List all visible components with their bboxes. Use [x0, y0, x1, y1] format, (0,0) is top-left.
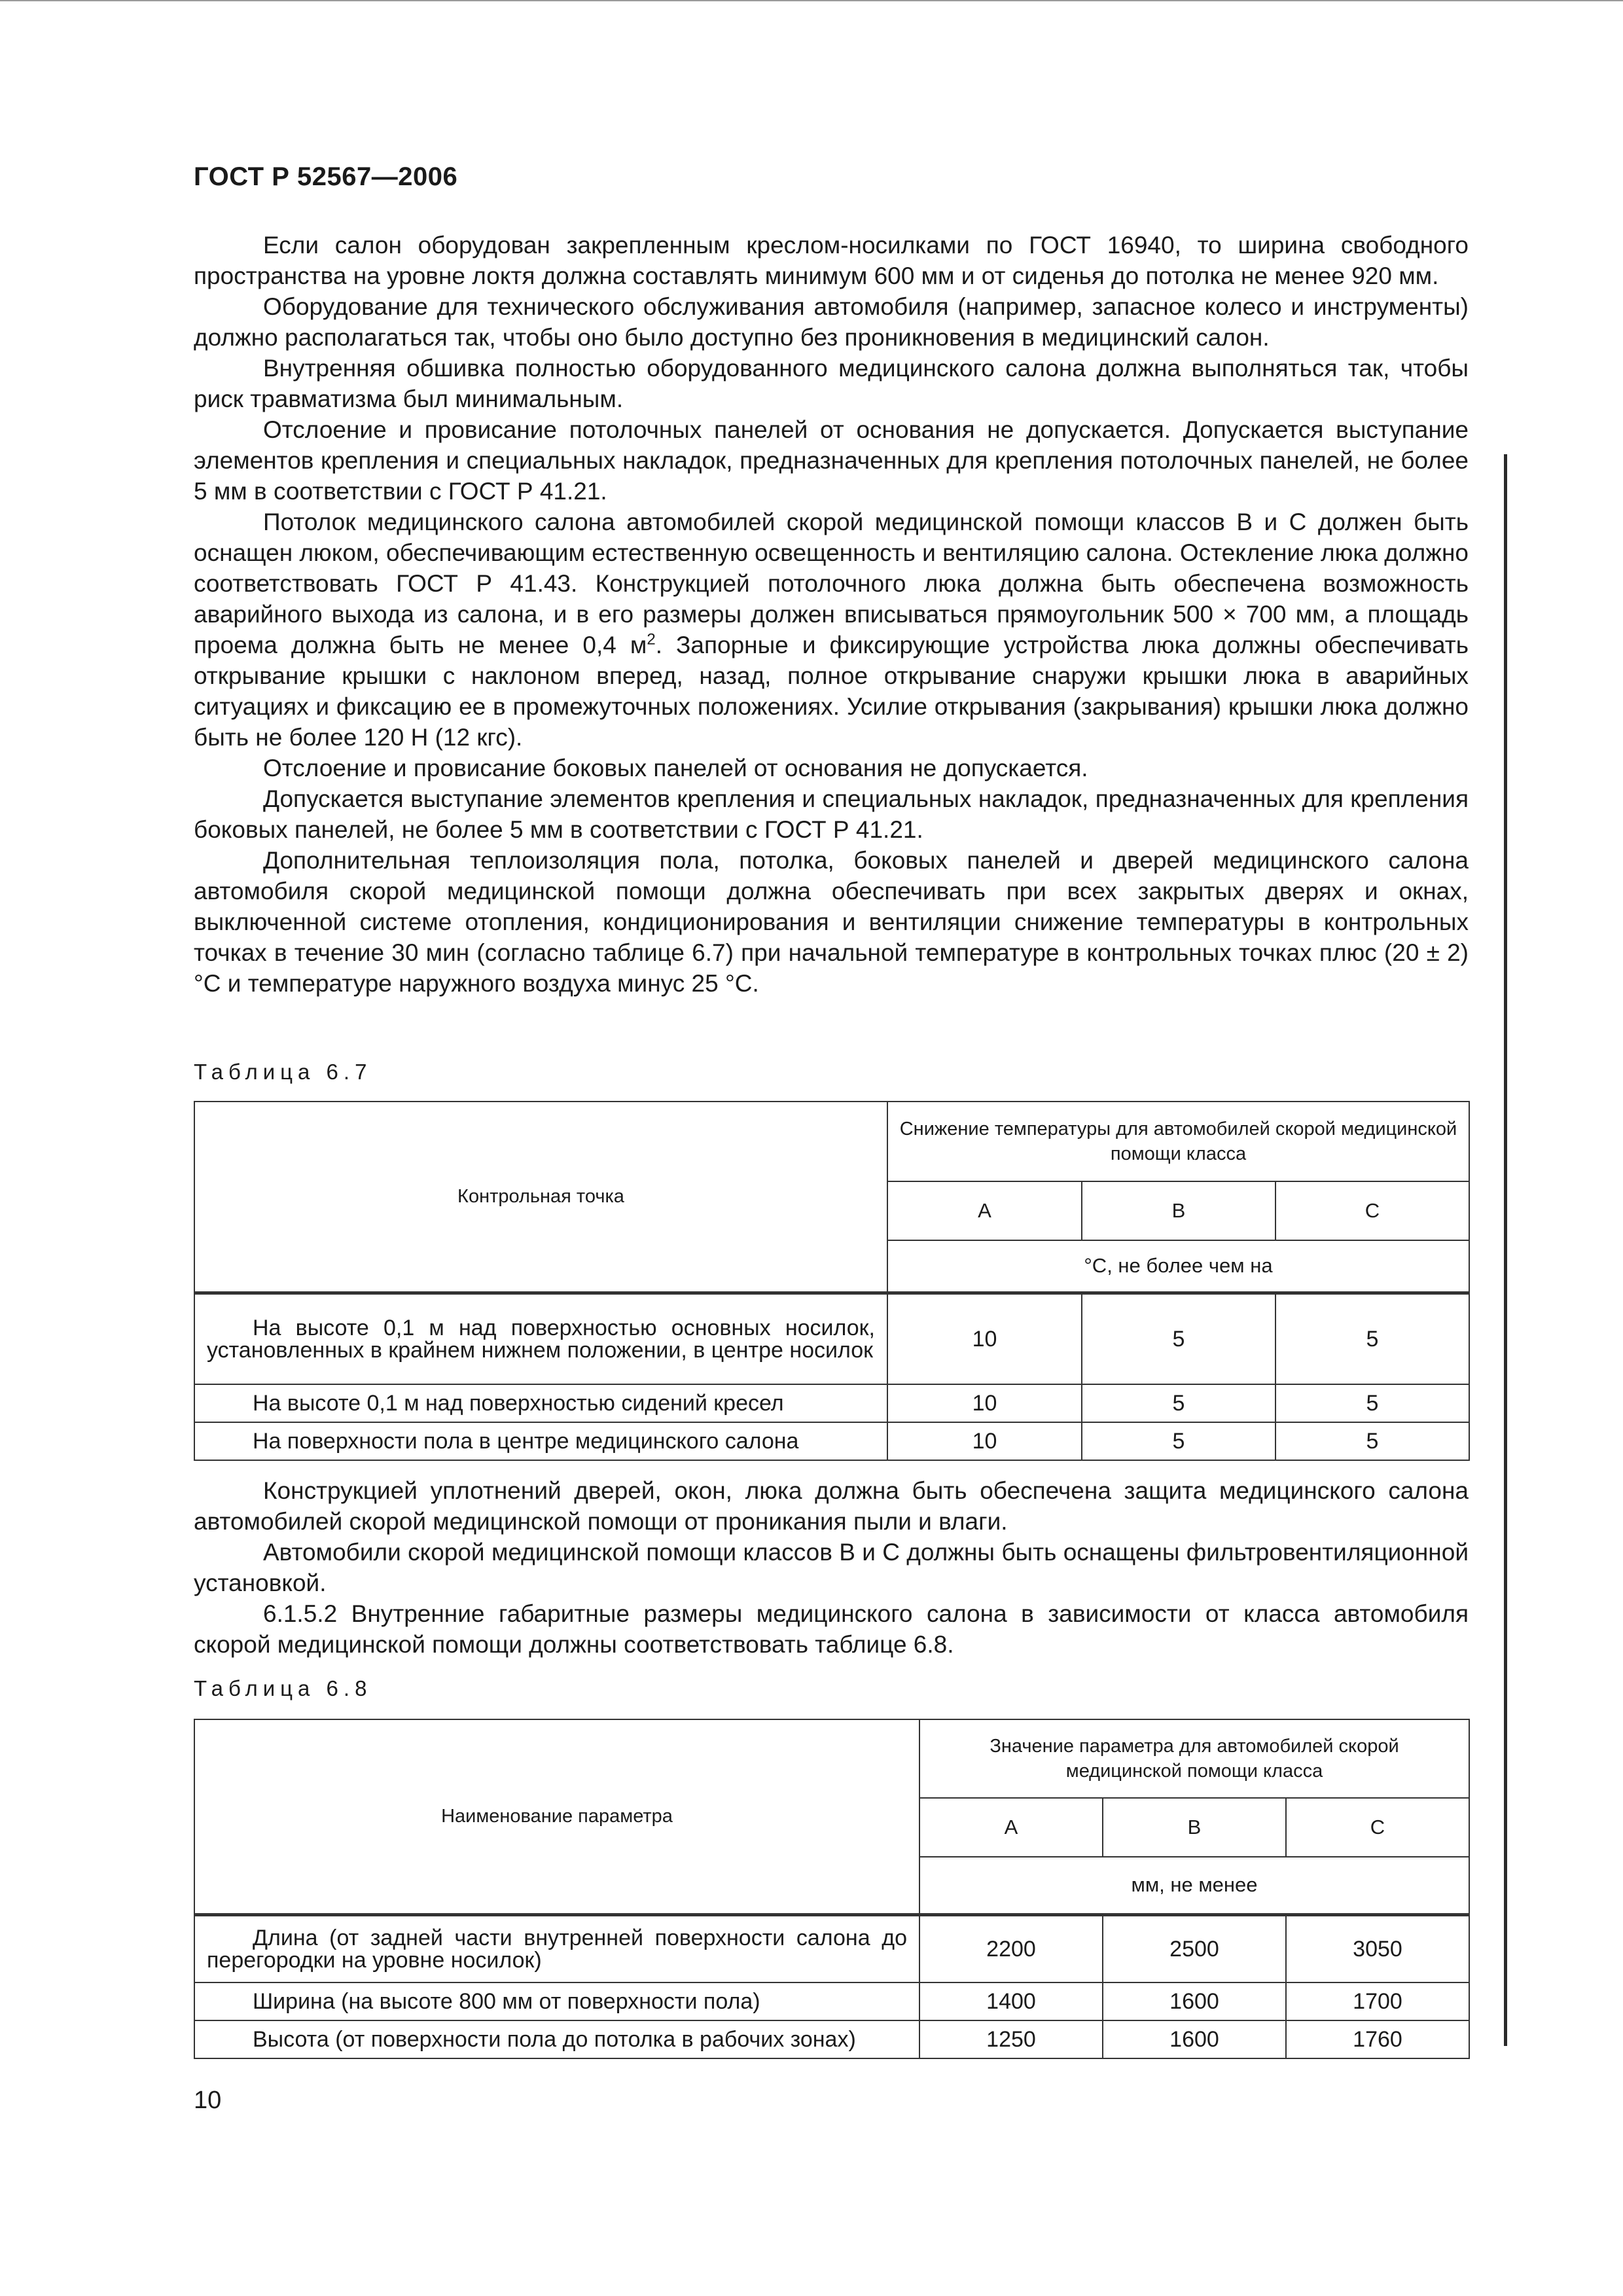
paragraph: Допускается выступание элементов крепления и специальных накладок, предназначенных для крепления боковых панелей, не более 5 мм в соответствии с ГОСТ Р 41.21.: [194, 785, 1469, 843]
revision-bar: [1504, 454, 1507, 2046]
table-caption: Таблица 6.7: [194, 1060, 372, 1084]
value-b: 5: [1082, 1384, 1275, 1422]
body-text-top: [194, 230, 1469, 999]
paragraph: Отслоение и провисание потолочных панелей от основания не допускается. Допускается выступание элементов крепления и специальных накладок, предназначенных для крепления потолочных панелей, не более 5 мм в соответствии с ГОСТ Р 41.21.: [194, 416, 1469, 505]
value-a: 1250: [919, 2020, 1103, 2058]
value-b: 1600: [1103, 2020, 1286, 2058]
value-a: 2200: [919, 1914, 1103, 1982]
paragraph: Дополнительная теплоизоляция пола, потолка, боковых панелей и дверей медицинского салона автомобиля скорой медицинской помощи должна обеспечивать при всех закрытых дверях и окнах, выключенной системе отопления, кондиционирования и вентиляции снижение температуры в контрольных точках в течение 30 мин (согласно таблице 6.7) при начальной температуре в контрольных точках плюс (20 ± 2) °С и температуре наружного воздуха минус 25 °С.: [194, 847, 1469, 997]
column-header: Контрольная точка: [194, 1102, 887, 1293]
unit-header: °С, не более чем на: [887, 1240, 1469, 1293]
value-b: 1600: [1103, 1982, 1286, 2020]
value-c: 5: [1275, 1384, 1469, 1422]
row-name: Длина (от задней части внутренней поверхности салона до перегородки на уровне носилок): [194, 1914, 919, 1982]
paragraph-hatch: [194, 507, 1469, 753]
value-a: 10: [887, 1422, 1082, 1460]
hatch-text-start: Потолок медицинского салона автомобилей скорой медицинской помощи классов В и С должен быть оснащен люком, обеспечивающим естественную освещенность и вентиляцию салона. Остекление люка должно соответствовать ГОСТ Р 41.43. Конструкцией потолочного люка должна быть обеспечена возможность аварийного выхода из салона, и в его размеры должен вписываться прямоугольник 500 × 700 мм, а площадь проема должна быть не менее 0,4 м: [194, 509, 1469, 658]
class-header: В: [1082, 1181, 1275, 1240]
table-caption: Таблица 6.8: [194, 1676, 372, 1700]
value-b: 5: [1082, 1293, 1275, 1384]
document-code: ГОСТ Р 52567—2006: [194, 162, 458, 191]
paragraph: Если салон оборудован закрепленным креслом-носилками по ГОСТ 16940, то ширина свободного пространства на уровне локтя должна составлять минимум 600 мм и от сиденья до потолка не менее 920 мм.: [194, 232, 1469, 289]
table-row: [194, 1293, 1469, 1384]
paragraph: Оборудование для технического обслуживания автомобиля (например, запасное колесо и инструменты) должно располагаться так, чтобы оно было доступно без проникновения в медицинский салон.: [194, 293, 1469, 351]
row-name: Ширина (на высоте 800 мм от поверхности пола): [194, 1982, 919, 2020]
body-text-middle: [194, 1475, 1469, 1660]
top-rule: [0, 0, 1623, 1]
class-header: В: [1103, 1798, 1286, 1857]
value-a: 10: [887, 1384, 1082, 1422]
value-a: 1400: [919, 1982, 1103, 2020]
unit-header: мм, не менее: [919, 1857, 1469, 1914]
class-header: С: [1286, 1798, 1469, 1857]
table-6-8-block: [194, 1676, 1469, 2059]
page-number: 10: [194, 2087, 222, 2114]
group-header: Значение параметра для автомобилей скорой медицинской помощи класса: [919, 1719, 1469, 1798]
paragraph: Внутренняя обшивка полностью оборудованного медицинского салона должна выполняться так, чтобы риск травматизма был минимальным.: [194, 355, 1469, 412]
value-a: 10: [887, 1293, 1082, 1384]
row-name: Высота (от поверхности пола до потолка в рабочих зонах): [194, 2020, 919, 2058]
row-name: На высоте 0,1 м над поверхностью основных носилок, установленных в крайнем нижнем положении, в центре носилок: [194, 1293, 887, 1384]
row-name: На поверхности пола в центре медицинского салона: [194, 1422, 887, 1460]
value-c: 1760: [1286, 2020, 1469, 2058]
value-b: 2500: [1103, 1914, 1286, 1982]
table-row: [194, 1914, 1469, 1982]
value-c: 1700: [1286, 1982, 1469, 2020]
column-header: Наименование параметра: [194, 1719, 919, 1914]
table-row: [194, 1384, 1469, 1422]
table-6-7-block: [194, 1059, 1469, 1461]
group-header: Снижение температуры для автомобилей скорой медицинской помощи класса: [887, 1102, 1469, 1181]
table-row: [194, 2020, 1469, 2058]
paragraph: Конструкцией уплотнений дверей, окон, люка должна быть обеспечена защита медицинского салона автомобилей скорой медицинской помощи от проникания пыли и влаги.: [194, 1477, 1469, 1535]
class-header: А: [887, 1181, 1082, 1240]
paragraph: Автомобили скорой медицинской помощи классов В и С должны быть оснащены фильтровентиляционной установкой.: [194, 1539, 1469, 1596]
paragraph: Отслоение и провисание боковых панелей от основания не допускается.: [263, 755, 1088, 781]
table-row: [194, 1422, 1469, 1460]
paragraph: 6.1.5.2 Внутренние габаритные размеры медицинского салона в зависимости от класса автомобиля скорой медицинской помощи должны соответствовать таблице 6.8.: [194, 1600, 1469, 1658]
value-c: 3050: [1286, 1914, 1469, 1982]
table-6-8: [194, 1719, 1470, 2059]
value-c: 5: [1275, 1422, 1469, 1460]
table-row: [194, 1982, 1469, 2020]
class-header: С: [1275, 1181, 1469, 1240]
table-6-7: [194, 1101, 1470, 1461]
hatch-text-end: . Запорные и фиксирующие устройства люка должны обеспечивать открывание крышки с наклоном вперед, назад, полное открывание снаружи крышки люка в аварийных ситуациях и фиксацию ее в промежуточных положениях. Усилие открывания (закрывания) крышки люка должно быть не более 120 Н (12 кгс).: [194, 632, 1469, 751]
superscript: 2: [647, 630, 656, 649]
value-b: 5: [1082, 1422, 1275, 1460]
class-header: А: [919, 1798, 1103, 1857]
value-c: 5: [1275, 1293, 1469, 1384]
row-name: На высоте 0,1 м над поверхностью сидений кресел: [194, 1384, 887, 1422]
